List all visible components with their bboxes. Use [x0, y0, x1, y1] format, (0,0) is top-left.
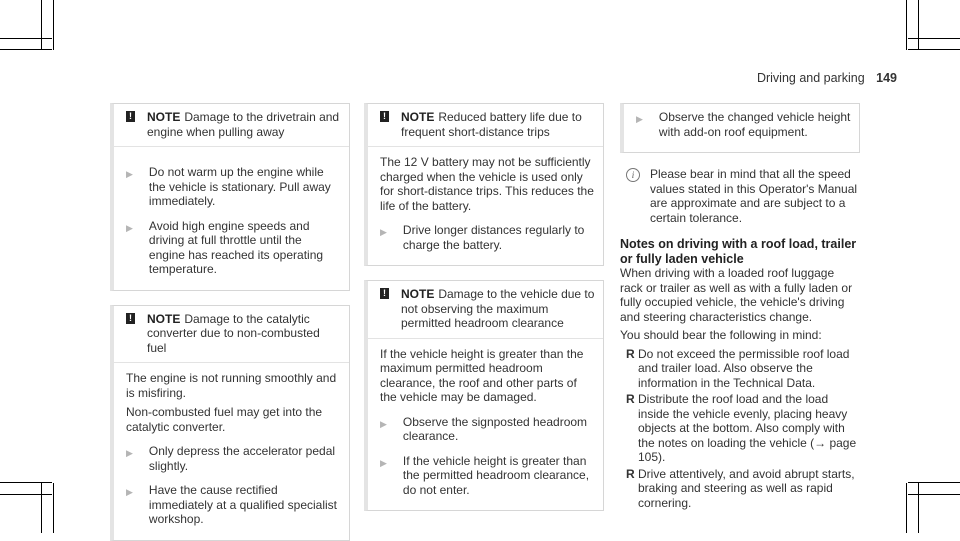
list-item-text: Drive attentively, and avoid abrupt starts, braking and steering as well as rapid cornering. — [638, 466, 855, 510]
list-item-text: Distribute the roof load and the load inside the vehicle evenly, placing heavy objects at the bottom. Also comply with the notes on loading the vehicle (→ page 105). — [638, 392, 857, 464]
note-body — [368, 147, 603, 265]
step-item — [368, 415, 595, 444]
body-paragraph: Non-combusted fuel may get into the catalytic converter. — [126, 405, 323, 434]
note-title: Damage to the vehicle due to not observing the maximum permitted headroom clearance — [401, 287, 595, 330]
note-body — [624, 110, 859, 152]
note-label: NOTE — [147, 311, 181, 326]
step-text: Have the cause rectified immediately at a qualified specialist workshop. — [148, 483, 338, 526]
column-3 — [620, 103, 860, 512]
note-header — [114, 104, 349, 147]
note-header — [114, 306, 349, 364]
page-header — [757, 71, 897, 85]
body-paragraph: The 12 V battery may not be sufficiently charged when the vehicle is used only for short-distance trips. This reduces the life of the battery. — [380, 155, 594, 213]
step-item — [114, 219, 341, 277]
arrow-icon: ▶ — [126, 222, 133, 233]
column-2 — [364, 103, 604, 511]
list-item — [620, 392, 860, 465]
arrow-icon: ▶ — [126, 169, 133, 179]
crop-mark — [41, 0, 42, 50]
step-text: Drive longer distances regularly to charge the battery. — [402, 223, 585, 252]
crop-mark — [908, 482, 960, 483]
section-title: Driving and parking — [756, 71, 865, 85]
warning-icon: ! — [380, 111, 389, 122]
arrow-icon: ▶ — [380, 227, 387, 237]
step-text: Only depress the accelerator pedal slightly. — [148, 444, 336, 473]
warning-icon: ! — [126, 313, 135, 324]
note-box-drivetrain — [110, 103, 350, 291]
warning-icon: ! — [126, 111, 135, 122]
info-text: Please bear in mind that all the speed values stated in this Operator's Manual are approximate and are subject to a certain tolerance. — [650, 167, 858, 225]
body-paragraph: When driving with a loaded roof luggage rack or trailer as well as with a fully laden or fully occupied vehicle, the vehicle's driving and steering characteristics change. — [620, 266, 853, 324]
note-box-headroom — [364, 280, 604, 511]
step-text: Observe the signposted headroom clearance. — [402, 414, 588, 443]
body-paragraph: The engine is not running smoothly and is misfiring. — [126, 371, 337, 400]
crop-mark — [908, 38, 960, 39]
note-label: NOTE — [147, 110, 181, 124]
step-text: Avoid high engine speeds and driving at full throttle until the engine has reached its operating temperature. — [148, 218, 324, 276]
list-item — [620, 347, 860, 391]
step-item — [624, 110, 851, 139]
step-text: Observe the changed vehicle height with add-on roof equipment. — [658, 110, 851, 139]
arrow-icon: ▶ — [380, 457, 387, 468]
page-number: 149 — [876, 71, 897, 85]
note-body — [368, 339, 603, 511]
arrow-icon: ▶ — [126, 448, 133, 458]
body-paragraph: You should bear the following in mind: — [620, 328, 822, 342]
arrow-icon: ▶ — [126, 487, 133, 497]
crop-mark — [0, 482, 52, 483]
section-heading: Notes on driving with a roof load, trailer or fully laden vehicle — [620, 237, 857, 266]
warning-icon: ! — [380, 288, 389, 299]
arrow-icon: ▶ — [636, 114, 643, 124]
crop-mark — [0, 38, 52, 39]
bullet-icon: R — [626, 466, 635, 481]
crop-mark — [0, 49, 52, 50]
note-box-battery — [364, 103, 604, 266]
crop-mark — [918, 483, 919, 533]
step-text: Do not warm up the engine while the vehicle is stationary. Pull away immediately. — [148, 165, 331, 208]
crop-mark — [53, 483, 54, 533]
step-text: If the vehicle height is greater than the permitted headroom clearance, do not enter. — [402, 453, 590, 497]
crop-mark — [906, 483, 907, 533]
info-note — [620, 167, 860, 225]
bullet-list — [620, 347, 860, 511]
note-title: Damage to the catalytic converter due to non-combusted fuel — [147, 311, 320, 355]
note-label: NOTE — [401, 110, 435, 124]
column-1 — [110, 103, 350, 541]
note-header — [368, 281, 603, 339]
arrow-icon: ▶ — [380, 418, 387, 429]
note-title: Damage to the drivetrain and engine when pulling away — [147, 110, 340, 139]
crop-mark — [0, 494, 52, 495]
note-header — [368, 104, 603, 147]
list-item — [620, 467, 860, 511]
crop-mark — [908, 49, 960, 50]
note-body — [114, 363, 349, 540]
crop-mark — [918, 0, 919, 50]
bullet-icon: R — [626, 346, 635, 361]
note-label: NOTE — [401, 287, 435, 301]
body-paragraph: If the vehicle height is greater than the maximum permitted headroom clearance, the roof and other parts of the vehicle may be damaged. — [380, 346, 584, 404]
note-box-catalytic — [110, 305, 350, 541]
step-item — [114, 444, 341, 473]
note-box-continued — [620, 103, 860, 153]
step-item — [114, 165, 341, 209]
note-title: Reduced battery life due to frequent short-distance trips — [401, 110, 582, 139]
crop-mark — [906, 0, 907, 50]
bullet-icon: R — [626, 392, 635, 406]
crop-mark — [908, 494, 960, 495]
step-item — [368, 454, 595, 498]
section-body — [620, 266, 860, 510]
step-item — [114, 483, 341, 527]
crop-mark — [41, 483, 42, 533]
crop-mark — [53, 0, 54, 50]
step-item — [368, 223, 595, 252]
info-icon: i — [626, 168, 640, 182]
note-body — [114, 147, 349, 290]
list-item-text: Do not exceed the permissible roof load and trailer load. Also observe the information in the Technical Data. — [638, 346, 850, 390]
